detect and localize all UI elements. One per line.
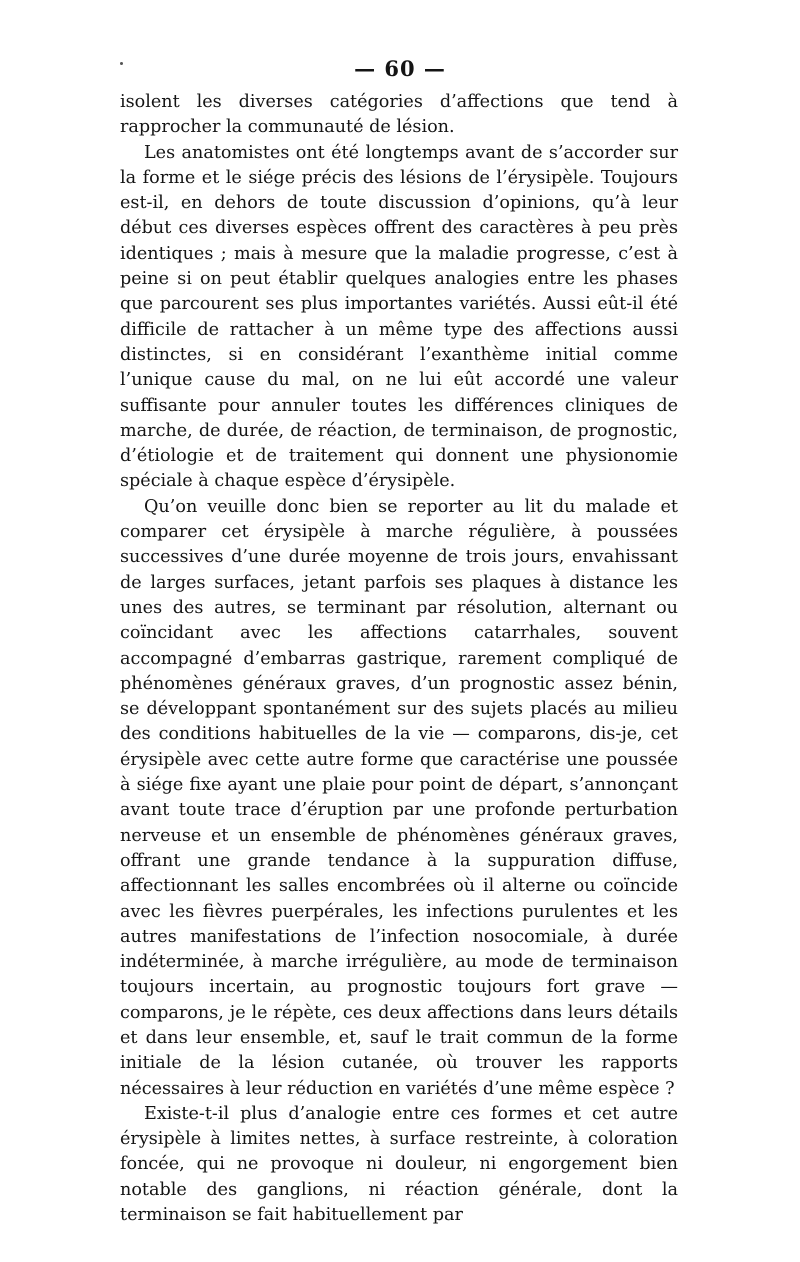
page-number: — 60 — [354,56,446,81]
paragraph: Qu’on veuille donc bien se reporter au lit du malade et comparer cet érysipèle à marche régulière, à poussées successives d’une durée moyenne de trois jours, envahissant de larges surfaces, jetant parfois ses plaques à distance les unes des autres, se terminant par résolution, alternant ou coïncidant avec les affections catarrhales, souvent accompagné d’embarras gastrique, rarement compliqué de phénomènes généraux graves, d’un prognostic assez bénin, se développant spontanément sur des sujets placés au milieu des conditions habituelles de la vie — comparons, dis-je, cet érysipèle avec cette autre forme que caractérise une poussée à siége fixe ayant une plaie pour point de départ, s’annonçant avant toute trace d’éruption par une profonde perturbation nerveuse et un ensemble de phénomènes généraux graves, offrant une grande tendance à la suppuration diffuse, affectionnant les salles encombrées où il alterne ou coïncide avec les fièvres puerpérales, les infections purulentes et les autres manifestations de l’infection nosocomiale, à durée indéterminée, à marche irrégulière, au mode de terminaison toujours incertain, au prognostic toujours fort grave — comparons, je le répète, ces deux affections dans leurs détails et dans leur ensemble, et, sauf le trait commun de la forme initiale de la lésion cutanée, où trouver les rapports nécessaires à leur réduction en variétés d’une même espèce ? [120,496,678,1099]
paragraph-continuation: isolent les diverses catégories d’affections que tend à rapprocher la communauté de lésion. [120,92,678,138]
paragraph: Les anatomistes ont été longtemps avant de s’accorder sur la forme et le siége précis des lésions de l’érysipèle. Toujours est-il, en dehors de toute discussion d’opinions, qu’à leur début ces diverses espèces offrent des caractères à peu près identiques ; mais à mesure que la maladie progresse, c’est à peine si on peut établir quelques analogies entre les phases que parcourent ses plus importantes variétés. Aussi eût-il été difficile de rattacher à un même type des affections aussi distinctes, si en considérant l’exanthème initial comme l’unique cause du mal, on ne lui eût accordé une valeur suffisante pour annuler toutes les différences cliniques de marche, de durée, de réaction, de terminaison, de prognostic, d’étiologie et de traitement qui donnent une physionomie spéciale à chaque espèce d’érysipèle. [120,142,678,492]
body-text [120,90,678,1228]
paragraph: Existe-t-il plus d’analogie entre ces formes et cet autre érysipèle à limites nettes, à surface restreinte, à coloration foncée, qui ne provoque ni douleur, ni engorgement bien notable des ganglions, ni réaction générale, dont la terminaison se fait habituellement par [120,1103,678,1226]
